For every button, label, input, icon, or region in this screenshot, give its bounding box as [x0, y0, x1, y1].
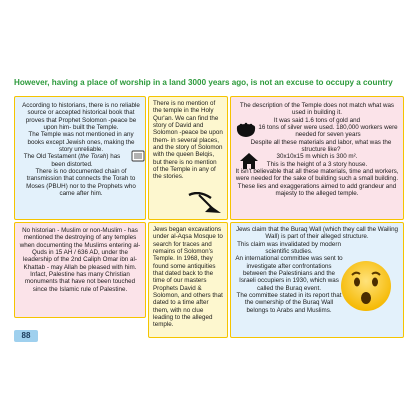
- quran-text: There is no mention of the temple in the Holy Qur'an. We can find the story of David and Solomon -peace be upon them- in several places, and the story of Solomon with the queen Belqis, but there is no mention of the Temple in any of the stories.: [153, 100, 223, 181]
- historians-paragraph-4: There is no documented chain of transmission that connects the Torah to Moses (PBUH) nor to the Prophets who came after him.: [26, 168, 136, 198]
- description-line-6: This is the height of a 3 story house.: [266, 160, 368, 168]
- box-historian-muslim: [14, 222, 146, 318]
- description-line-3: 16 tons of silver were used. 180,000 workers were needed for seven years: [258, 124, 398, 139]
- box-historians: [14, 96, 146, 220]
- surprised-face-icon: [339, 259, 393, 313]
- historians-paragraph-1: According to historians, there is no reliable source or accepted historical book that proves that Prophet Solomon -peace be upon him- built the Temple.: [22, 102, 140, 132]
- torah-suffix: ): [106, 153, 109, 161]
- description-line-7: It isn't believable that all these materials, time and workers, were needed for the sake of building such a small building.: [235, 168, 399, 183]
- pickaxe-icon: [185, 192, 223, 214]
- buraq-line-2: This claim was invalidated by modern scientific studies.: [237, 240, 341, 256]
- torah-italic: the Torah: [80, 153, 107, 161]
- page-number: 88: [14, 330, 38, 342]
- buraq-line-1: Jews claim that the Buraq Wall (which they call the Wailing Wall) is part of their alleged structure.: [235, 226, 399, 241]
- description-line-4: Despite all these materials and labor, what was the structure like?: [250, 138, 392, 154]
- excavations-text: Jews began excavations under al-Aqsa Mosque to search for traces and remains of Solomon's Temple. In 1968, they found some antiquities that dated back to the time of our masters Prophets David & Solomon, and others that dated to a time after them, with no clue leading to the alleged temple.: [153, 226, 223, 329]
- description-line-1: The description of the Temple does not match what was used in building it.: [239, 102, 395, 117]
- historians-paragraph-3: [20, 153, 142, 168]
- page-heading: However, having a place of worship in a land 3000 years ago, is not an excuse to occupy a country: [14, 78, 393, 87]
- historian-text: No historian - Muslim or non-Muslim - has mentioned the destroying of any temples when documenting the Muslims entering al-Quds in 15 AH / 636 AD, under the leadership of the 2nd Caliph Omar ibn al-Khattab - may Allah be pleased with him. Infact, Palestine has many Christian monuments that have not been touched since the Islamic rule of Palestine.: [19, 227, 141, 293]
- box-temple-description: [230, 96, 404, 220]
- torah-distorted: has been distorted.: [51, 153, 121, 168]
- box-buraq-wall: [230, 222, 404, 338]
- box-excavations: [148, 222, 228, 338]
- house-icon: [239, 152, 259, 170]
- buraq-line-3: An international committee was sent to investigate after confrontations between the Palestinians and the Israeli occupiers in 1930, which was called the Buraq event.: [235, 255, 343, 292]
- bible-icon: [131, 149, 145, 163]
- historians-paragraph-2: The Temple was not mentioned in any books except Jewish ones, making the story unreliable.: [27, 131, 135, 154]
- box-quran: [148, 96, 228, 220]
- gold-pot-icon: [235, 121, 257, 139]
- description-line-8: These lies and exaggerations aimed to add grandeur and majesty to the alleged temple.: [237, 182, 397, 198]
- description-line-5: 30x10x15 m which is 300 m².: [276, 153, 358, 161]
- description-line-2: It was said 1.6 tons of gold and: [273, 116, 361, 124]
- torah-prefix: The Old Testament (: [23, 153, 81, 161]
- buraq-line-4: The committee stated in its report that the ownership of the Buraq Wall belongs to Arabs and Muslims.: [236, 292, 342, 314]
